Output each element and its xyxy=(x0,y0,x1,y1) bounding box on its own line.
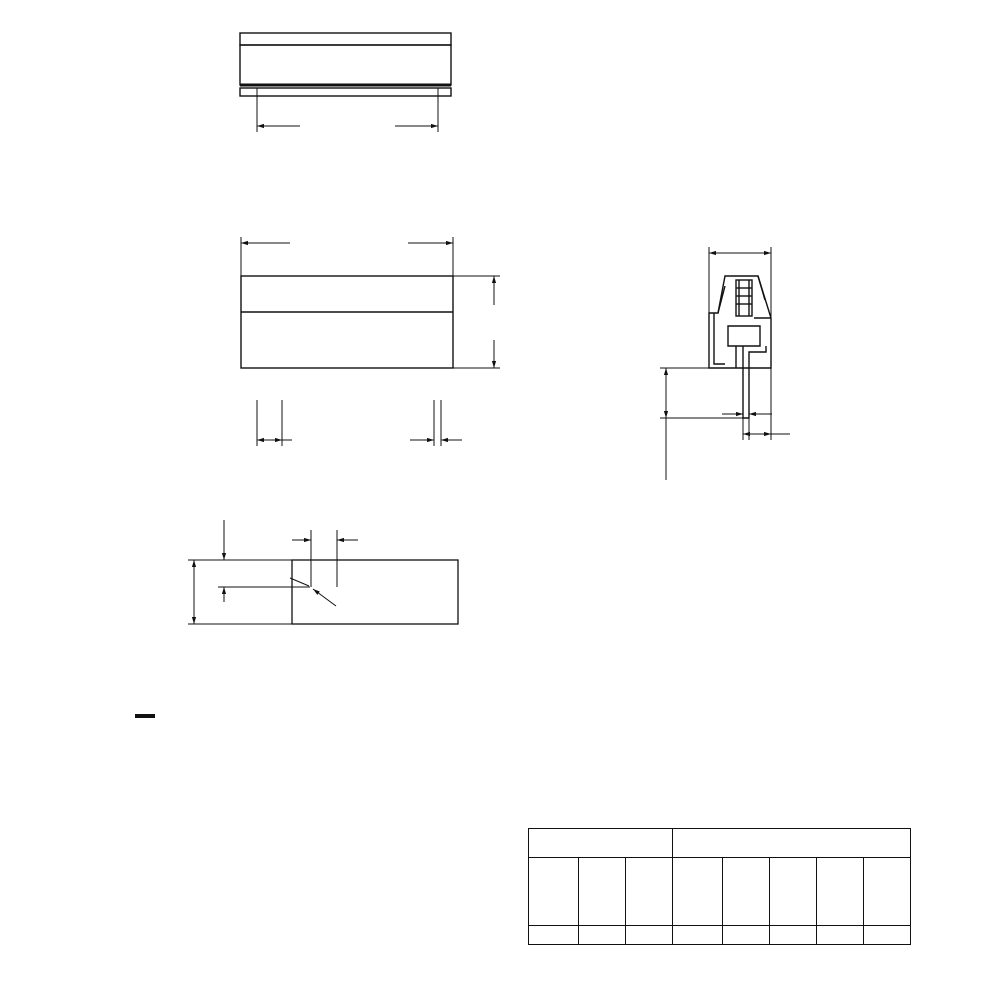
side-view xyxy=(709,276,771,418)
tolerance-value xyxy=(817,926,864,945)
nominal-range-cell xyxy=(723,858,770,926)
tolerance-value xyxy=(673,926,723,945)
pitch-range-header xyxy=(529,829,673,858)
tolerance-value xyxy=(723,926,770,945)
nominal-range-cell xyxy=(864,858,911,926)
nominal-range-header xyxy=(673,829,911,858)
front-view xyxy=(241,276,453,368)
nominal-range-cell xyxy=(673,858,723,926)
tolerance-value xyxy=(529,926,579,945)
top-pitch-dimension xyxy=(257,88,438,132)
pcb-dimensions xyxy=(188,520,358,624)
tolerance-value xyxy=(579,926,626,945)
tolerance-table xyxy=(528,828,911,945)
pitch-range-cell xyxy=(529,858,579,926)
tolerance-value xyxy=(864,926,911,945)
tolerance-value xyxy=(770,926,817,945)
tolerance-value xyxy=(626,926,673,945)
top-view xyxy=(240,33,451,96)
nominal-range-cell xyxy=(770,858,817,926)
nominal-range-cell xyxy=(817,858,864,926)
hsf-logo xyxy=(135,714,155,718)
pitch-range-cell xyxy=(579,858,626,926)
certification-logos xyxy=(135,698,199,734)
pitch-range-cell xyxy=(626,858,673,926)
front-dimensions xyxy=(241,237,500,446)
